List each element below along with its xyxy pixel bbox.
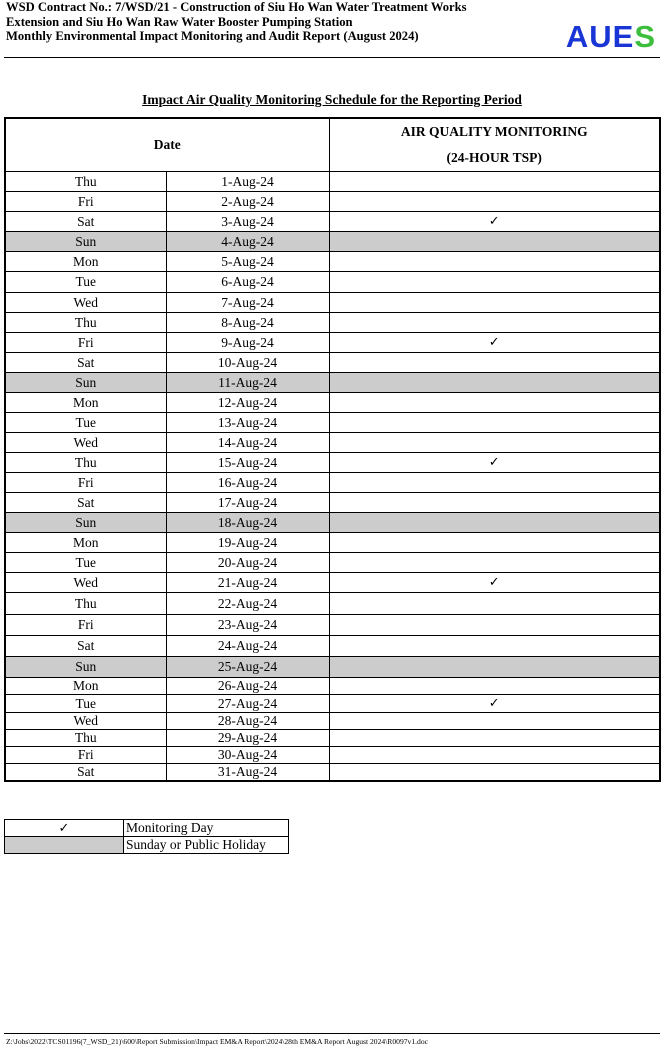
date-cell: 15-Aug-24	[166, 453, 329, 473]
date-cell: 12-Aug-24	[166, 393, 329, 413]
legend-table	[4, 819, 289, 854]
day-cell: Sat	[5, 493, 166, 513]
date-cell: 26-Aug-24	[166, 678, 329, 695]
table-row	[5, 172, 660, 192]
day-cell: Fri	[5, 333, 166, 353]
date-cell: 7-Aug-24	[166, 293, 329, 313]
table-row	[5, 695, 660, 713]
monitoring-cell	[329, 413, 660, 433]
monitoring-cell	[329, 730, 660, 747]
header-line-1: WSD Contract No.: 7/WSD/21 - Construction of Siu Ho Wan Water Treatment Works	[6, 0, 467, 14]
table-row	[5, 453, 660, 473]
day-cell: Fri	[5, 615, 166, 636]
monitoring-cell	[329, 713, 660, 730]
monitoring-cell	[329, 252, 660, 272]
table-row	[5, 657, 660, 678]
table-row	[5, 212, 660, 232]
day-cell: Thu	[5, 593, 166, 615]
monitoring-cell	[329, 433, 660, 453]
day-cell: Sat	[5, 353, 166, 373]
monitoring-cell	[329, 313, 660, 333]
date-cell: 1-Aug-24	[166, 172, 329, 192]
date-cell: 22-Aug-24	[166, 593, 329, 615]
table-row	[5, 433, 660, 453]
monitoring-cell	[329, 657, 660, 678]
day-cell: Mon	[5, 678, 166, 695]
monitoring-cell	[329, 192, 660, 212]
air-quality-column-header	[329, 118, 660, 172]
day-cell: Wed	[5, 293, 166, 313]
table-row	[5, 636, 660, 657]
table-row	[5, 353, 660, 373]
date-cell: 6-Aug-24	[166, 272, 329, 293]
checkmark-icon: ✓	[5, 820, 124, 837]
monitoring-cell	[329, 593, 660, 615]
date-cell: 8-Aug-24	[166, 313, 329, 333]
date-cell: 31-Aug-24	[166, 764, 329, 782]
table-row	[5, 493, 660, 513]
monitoring-cell	[329, 353, 660, 373]
day-cell: Sat	[5, 764, 166, 782]
date-cell: 18-Aug-24	[166, 513, 329, 533]
legend-row-holiday	[5, 837, 289, 854]
checkmark-icon: ✓	[329, 453, 660, 473]
monitoring-cell	[329, 764, 660, 782]
checkmark-icon: ✓	[329, 573, 660, 593]
date-cell: 21-Aug-24	[166, 573, 329, 593]
table-row	[5, 393, 660, 413]
holiday-swatch	[5, 837, 124, 854]
checkmark-icon: ✓	[329, 212, 660, 232]
date-cell: 13-Aug-24	[166, 413, 329, 433]
air-quality-header-line-1: AIR QUALITY MONITORING	[400, 124, 588, 139]
day-cell: Thu	[5, 453, 166, 473]
monitoring-cell	[329, 678, 660, 695]
header-line-2: Extension and Siu Ho Wan Raw Water Booster Pumping Station	[6, 14, 353, 29]
legend-holiday-label: Sunday or Public Holiday	[124, 837, 289, 854]
monitoring-cell	[329, 533, 660, 553]
day-cell: Fri	[5, 747, 166, 764]
date-cell: 30-Aug-24	[166, 747, 329, 764]
file-path-footer: Z:\Jobs\2022\TCS01196(7_WSD_21)\600\Report Submission\Impact EM&A Report\2024\28th EM&A Report August 2024\R0097v1.doc	[6, 1037, 429, 1046]
date-cell: 2-Aug-24	[166, 192, 329, 212]
monitoring-cell	[329, 272, 660, 293]
date-cell: 16-Aug-24	[166, 473, 329, 493]
table-row	[5, 313, 660, 333]
date-cell: 4-Aug-24	[166, 232, 329, 252]
monitoring-cell	[329, 473, 660, 493]
day-cell: Wed	[5, 713, 166, 730]
day-cell: Fri	[5, 192, 166, 212]
table-row	[5, 473, 660, 493]
table-row	[5, 713, 660, 730]
date-cell: 23-Aug-24	[166, 615, 329, 636]
day-cell: Mon	[5, 533, 166, 553]
checkmark-icon: ✓	[329, 695, 660, 713]
date-cell: 3-Aug-24	[166, 212, 329, 232]
date-cell: 25-Aug-24	[166, 657, 329, 678]
table-row	[5, 730, 660, 747]
table-row	[5, 232, 660, 252]
day-cell: Wed	[5, 433, 166, 453]
date-cell: 29-Aug-24	[166, 730, 329, 747]
day-cell: Thu	[5, 172, 166, 192]
monitoring-cell	[329, 636, 660, 657]
monitoring-cell	[329, 615, 660, 636]
date-cell: 17-Aug-24	[166, 493, 329, 513]
date-cell: 20-Aug-24	[166, 553, 329, 573]
table-row	[5, 272, 660, 293]
monitoring-cell	[329, 293, 660, 313]
schedule-table	[4, 117, 661, 782]
date-cell: 27-Aug-24	[166, 695, 329, 713]
footer-divider	[4, 1033, 660, 1034]
table-row	[5, 764, 660, 782]
monitoring-cell	[329, 373, 660, 393]
table-row	[5, 413, 660, 433]
monitoring-cell	[329, 747, 660, 764]
air-quality-header-line-2: (24-HOUR TSP)	[446, 150, 542, 165]
table-row	[5, 573, 660, 593]
monitoring-cell	[329, 393, 660, 413]
table-row	[5, 513, 660, 533]
page-title: Impact Air Quality Monitoring Schedule for the Reporting Period	[142, 92, 522, 107]
table-row	[5, 615, 660, 636]
monitoring-cell	[329, 172, 660, 192]
legend-monitoring-label: Monitoring Day	[124, 820, 289, 837]
document-header	[6, 0, 566, 44]
table-row	[5, 553, 660, 573]
table-row	[5, 333, 660, 353]
checkmark-icon: ✓	[329, 333, 660, 353]
day-cell: Tue	[5, 695, 166, 713]
day-cell: Sat	[5, 636, 166, 657]
day-cell: Sun	[5, 373, 166, 393]
day-cell: Sat	[5, 212, 166, 232]
date-cell: 28-Aug-24	[166, 713, 329, 730]
day-cell: Tue	[5, 553, 166, 573]
day-cell: Mon	[5, 252, 166, 272]
day-cell: Sun	[5, 657, 166, 678]
table-row	[5, 192, 660, 212]
date-cell: 14-Aug-24	[166, 433, 329, 453]
day-cell: Tue	[5, 413, 166, 433]
table-row	[5, 747, 660, 764]
day-cell: Thu	[5, 313, 166, 333]
monitoring-cell	[329, 493, 660, 513]
day-cell: Sun	[5, 232, 166, 252]
table-row	[5, 593, 660, 615]
day-cell: Wed	[5, 573, 166, 593]
table-row	[5, 293, 660, 313]
date-cell: 10-Aug-24	[166, 353, 329, 373]
table-row	[5, 678, 660, 695]
date-cell: 11-Aug-24	[166, 373, 329, 393]
legend-row-monitoring	[5, 820, 289, 837]
table-header-row	[5, 118, 660, 172]
monitoring-cell	[329, 513, 660, 533]
date-cell: 24-Aug-24	[166, 636, 329, 657]
table-row	[5, 533, 660, 553]
monitoring-cell	[329, 553, 660, 573]
table-row	[5, 373, 660, 393]
header-divider	[4, 57, 660, 58]
date-cell: 9-Aug-24	[166, 333, 329, 353]
day-cell: Fri	[5, 473, 166, 493]
day-cell: Mon	[5, 393, 166, 413]
table-row	[5, 252, 660, 272]
day-cell: Sun	[5, 513, 166, 533]
monitoring-cell	[329, 232, 660, 252]
date-cell: 5-Aug-24	[166, 252, 329, 272]
header-line-3: Monthly Environmental Impact Monitoring and Audit Report (August 2024)	[6, 29, 419, 43]
day-cell: Thu	[5, 730, 166, 747]
day-cell: Tue	[5, 272, 166, 293]
aues-logo: AUES	[565, 19, 656, 54]
date-column-header: Date	[5, 118, 329, 172]
date-cell: 19-Aug-24	[166, 533, 329, 553]
